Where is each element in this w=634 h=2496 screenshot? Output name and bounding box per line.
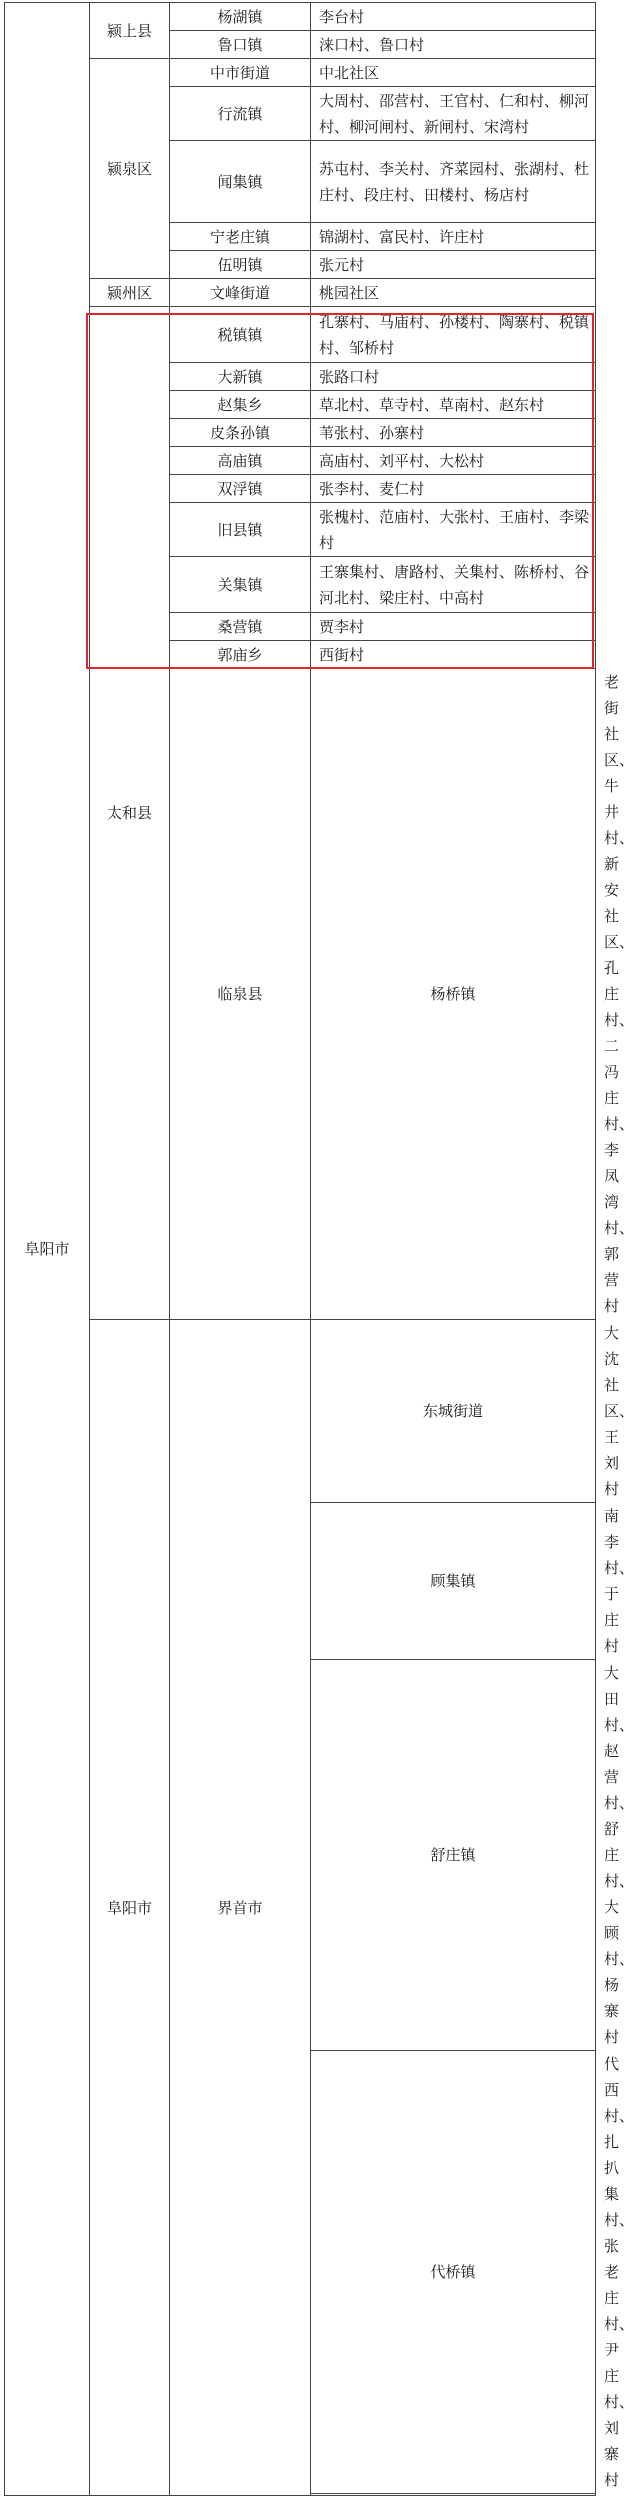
villages-cell: 高庙村、刘平村、大松村 <box>311 447 596 475</box>
table-row: 舒庄镇 大田村、赵营村、舒庄村、大顾村、杨寨村 <box>5 1660 596 2051</box>
village-table <box>4 2 634 2496</box>
town-cell: 代桥镇 <box>311 2051 596 2494</box>
town-cell: 大新镇 <box>170 363 311 391</box>
county-cell: 颍上县 <box>90 3 170 59</box>
town-cell: 文峰街道 <box>170 279 311 307</box>
villages-cell: 中北社区 <box>311 59 596 87</box>
town-cell: 顾集镇 <box>311 1503 596 1660</box>
villages-cell: 苏屯村、李关村、齐菜园村、张湖村、杜庄村、段庄村、田楼村、杨店村 <box>311 141 596 223</box>
town-cell: 桑营镇 <box>170 613 311 641</box>
table-row <box>5 59 596 87</box>
county-cell: 太和县 <box>90 307 170 1320</box>
city-cell: 阜阳市 <box>90 1320 170 2496</box>
town-cell <box>311 2494 596 2496</box>
table-row: 阜阳市 界首市 东城街道 大沈社区、王刘村 <box>5 1320 596 1503</box>
county-cell: 临泉县 <box>170 669 311 1320</box>
table-row <box>5 307 596 363</box>
town-cell: 关集镇 <box>170 557 311 613</box>
villages-cell: 张元村 <box>311 251 596 279</box>
town-cell: 高庙镇 <box>170 447 311 475</box>
town-cell: 鲁口镇 <box>170 31 311 59</box>
county-cell: 界首市 <box>170 1320 311 2496</box>
villages-cell: 张槐村、范庙村、大张村、王庙村、李梁村 <box>311 503 596 557</box>
town-cell: 宁老庄镇 <box>170 223 311 251</box>
villages-cell: 王寨集村、唐路村、关集村、陈桥村、谷河北村、梁庄村、中高村 <box>311 557 596 613</box>
village-table-body <box>5 3 634 2496</box>
town-cell: 皮条孙镇 <box>170 419 311 447</box>
town-cell: 双浮镇 <box>170 475 311 503</box>
villages-cell: 张李村、麦仁村 <box>311 475 596 503</box>
town-cell: 东城街道 <box>311 1320 596 1503</box>
town-cell: 税镇镇 <box>170 307 311 363</box>
villages-cell: 涞口村、鲁口村 <box>311 31 596 59</box>
villages-cell: 孔寨村、马庙村、孙楼村、陶寨村、税镇村、邹桥村 <box>311 307 596 363</box>
town-cell: 中市街道 <box>170 59 311 87</box>
table-row <box>5 3 596 31</box>
table-row: 顾集镇 南李村、于庄村 <box>5 1503 596 1660</box>
town-cell: 伍明镇 <box>170 251 311 279</box>
villages-cell: 李台村 <box>311 3 596 31</box>
villages-cell: 锦湖村、富民村、许庄村 <box>311 223 596 251</box>
villages-cell: 西街村 <box>311 641 596 669</box>
villages-cell: 贾李村 <box>311 613 596 641</box>
villages-cell: 张路口村 <box>311 363 596 391</box>
county-cell: 颍泉区 <box>90 59 170 279</box>
county-cell: 颍州区 <box>90 279 170 307</box>
town-cell: 行流镇 <box>170 87 311 141</box>
villages-cell: 桃园社区 <box>311 279 596 307</box>
town-cell: 旧县镇 <box>170 503 311 557</box>
villages-cell: 草北村、草寺村、草南村、赵东村 <box>311 391 596 419</box>
table-row: 代桥镇 代西村、扎扒集村、张老庄村、尹庄村、刘寨村 <box>5 2051 596 2494</box>
town-cell: 赵集乡 <box>170 391 311 419</box>
villages-cell: 苇张村、孙寨村 <box>311 419 596 447</box>
town-cell: 杨湖镇 <box>170 3 311 31</box>
town-cell: 闻集镇 <box>170 141 311 223</box>
table-row: 临泉县 杨桥镇 老街社区、牛井村、新安社区、孔庄村、二冯庄村、李凤湾村、郭营村 <box>5 669 596 1320</box>
villages-cell: 大周村、邵营村、王官村、仁和村、柳河村、柳河闸村、新闸村、宋湾村 <box>311 87 596 141</box>
town-cell: 郭庙乡 <box>170 641 311 669</box>
town-cell: 杨桥镇 <box>311 669 596 1320</box>
table-row <box>5 279 596 307</box>
town-cell: 舒庄镇 <box>311 1660 596 2051</box>
city-cell: 阜阳市 <box>5 3 90 2496</box>
